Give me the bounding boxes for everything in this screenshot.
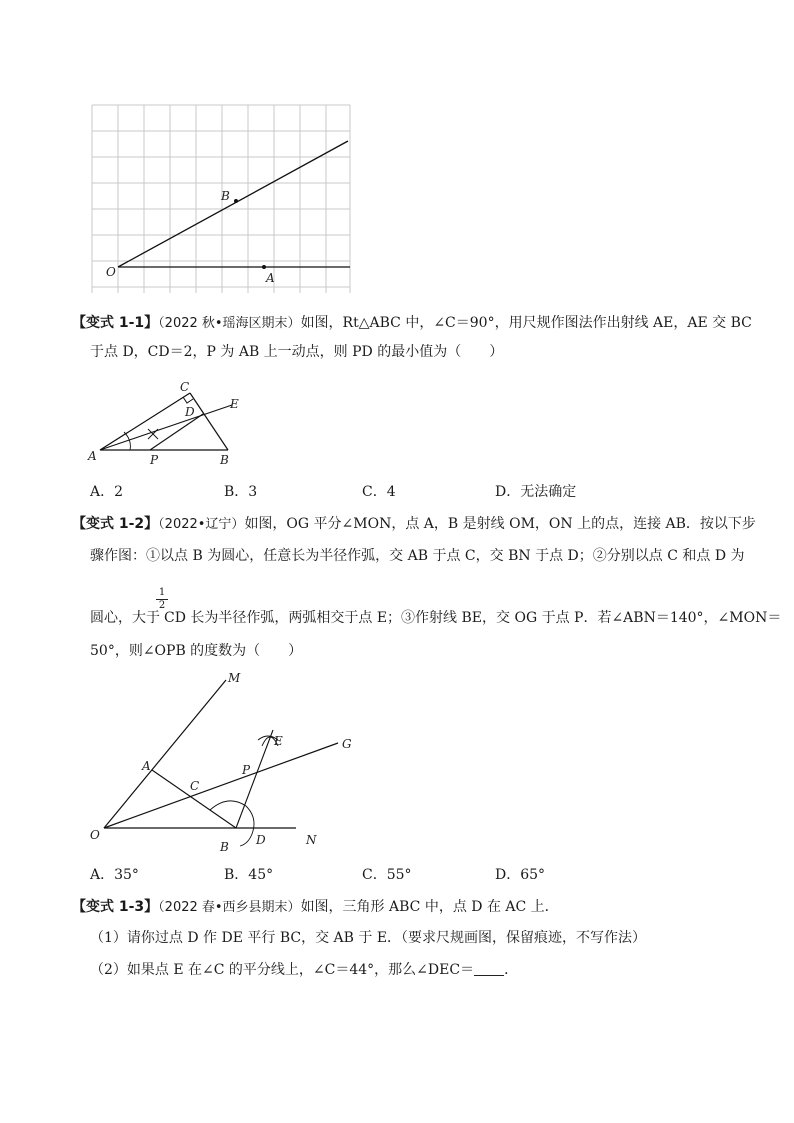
q11-source: （2022 秋•瑶海区期末） xyxy=(158,316,301,331)
q13-sub2-end: ． xyxy=(504,962,519,978)
q11-option-a[interactable]: A．2 xyxy=(90,484,124,500)
q12-tag: 【变式 1-2】 xyxy=(72,516,159,532)
label-B: B xyxy=(221,189,230,203)
q11-option-d[interactable]: D．无法确定 xyxy=(495,484,577,500)
q12-frac-den: 2 xyxy=(158,600,166,611)
q13-source: （2022 春•西乡县期末） xyxy=(158,900,301,915)
q12-text1: 如图，OG 平分∠MON，点 A，B 是射线 OM，ON 上的点，连接 AB．按以下步 xyxy=(244,516,756,532)
point-A xyxy=(262,265,266,269)
q12-label-O: O xyxy=(90,828,100,842)
q12-text3b: CD 长为半径作弧，两弧相交于点 E；③作射线 BE，交 OG 于点 P．若∠ABN＝140°，∠MON＝ xyxy=(164,610,782,626)
figure-q12-angle xyxy=(86,668,352,858)
q11-label-C: C xyxy=(180,380,190,394)
q12-option-a[interactable]: A．35° xyxy=(90,867,139,883)
q11-text1: 如图，Rt△ABC 中，∠C＝90°，用尺规作图法作出射线 AE，AE 交 BC xyxy=(300,315,752,331)
q11-option-c[interactable]: C．4 xyxy=(362,484,396,500)
q11-label-A: A xyxy=(88,449,97,463)
q12-label-D: D xyxy=(256,833,266,847)
q12-source: （2022•辽宁） xyxy=(158,517,245,532)
q12-line4: 50°，则∠OPB 的度数为（ ） xyxy=(90,643,303,659)
q12-line2: 骤作图：①以点 B 为圆心，任意长为半径作弧，交 AB 于点 C，交 BN 于点 D；②分别以点 C 和点 D 为 xyxy=(90,548,745,564)
q13-sub2-text: （2）如果点 E 在∠C 的平分线上，∠C＝44°，那么∠DEC＝ xyxy=(90,962,475,978)
q12-label-N: N xyxy=(306,833,317,847)
ray-OB xyxy=(118,141,348,267)
q12-line3 xyxy=(90,608,781,628)
q11-option-b[interactable]: B．3 xyxy=(224,484,258,500)
label-O: O xyxy=(106,265,116,279)
q12-line1 xyxy=(72,514,756,535)
q13-line1 xyxy=(72,897,559,918)
q11-line1 xyxy=(72,313,752,334)
q12-option-b[interactable]: B．45° xyxy=(224,867,274,883)
q12-label-C: C xyxy=(190,779,200,793)
label-A: A xyxy=(266,271,275,285)
q11-line2: 于点 D，CD＝2，P 为 AB 上一动点，则 PD 的最小值为（ ） xyxy=(90,344,504,360)
q13-sub1: （1）请你过点 D 作 DE 平行 BC，交 AB 于 E．（要求尺规画图，保留痕迹，不写作法） xyxy=(90,930,647,946)
q11-label-B: B xyxy=(220,453,229,467)
q12-text3a: 圆心，大于 xyxy=(90,610,160,626)
q13-sub2 xyxy=(90,960,518,980)
q12-label-B: B xyxy=(220,840,229,854)
q12-label-G: G xyxy=(342,737,352,751)
q11-tag: 【变式 1-1】 xyxy=(72,315,159,331)
point-B xyxy=(234,199,238,203)
q12-option-c[interactable]: C．55° xyxy=(362,867,412,883)
figure-grid-angle xyxy=(80,95,370,295)
q12-label-E: E xyxy=(274,734,283,748)
q13-answer-blank[interactable] xyxy=(474,961,504,976)
q12-label-M: M xyxy=(228,671,241,685)
q11-label-E: E xyxy=(230,397,239,411)
q12-label-A: A xyxy=(142,759,151,773)
q12-label-P: P xyxy=(242,763,251,777)
q12-frac-num: 1 xyxy=(158,587,166,598)
q13-text1: 如图，三角形 ABC 中，点 D 在 AC 上． xyxy=(300,899,559,915)
q11-label-D: D xyxy=(185,405,195,419)
q11-label-P: P xyxy=(150,453,159,467)
q12-option-d[interactable]: D．65° xyxy=(495,867,546,883)
figure-q11-triangle xyxy=(86,374,256,470)
q13-tag: 【变式 1-3】 xyxy=(72,899,159,915)
